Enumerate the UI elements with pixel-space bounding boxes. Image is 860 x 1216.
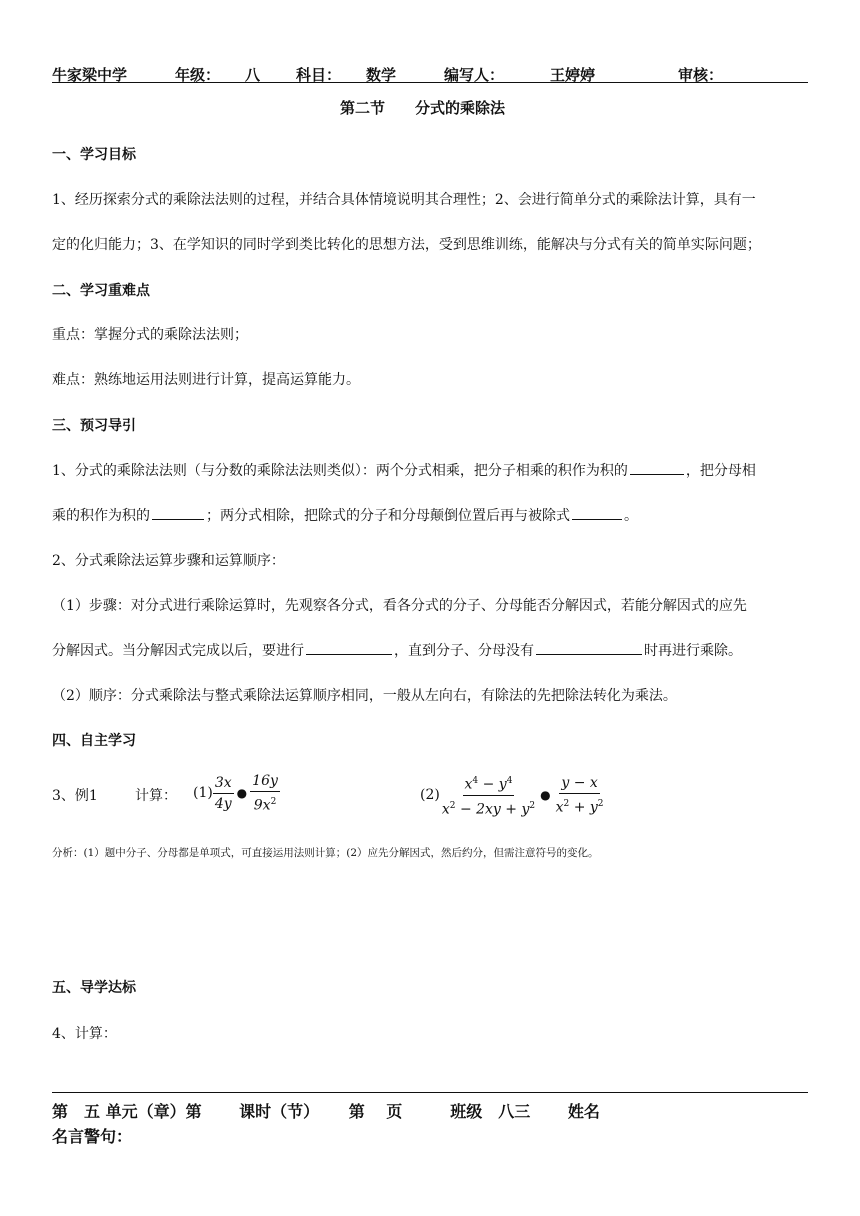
header-grade-label: 年级： xyxy=(175,66,221,84)
fraction-denominator xyxy=(252,792,279,815)
exponent: 2 xyxy=(597,798,604,809)
section-heading-selfstudy: 四、自主学习 xyxy=(52,733,136,749)
steps-text-line2 xyxy=(52,640,742,660)
fraction-numerator: 16y xyxy=(250,772,280,792)
fill-blank-3[interactable] xyxy=(572,505,622,520)
analysis-note: 分析：(1）题中分子、分母都是单项式，可直接运用法则计算；(2）应先分解因式，然后约分，但需注意符号的变化。 xyxy=(52,847,599,859)
header-grade: 八 xyxy=(245,66,261,84)
term: x xyxy=(464,776,473,793)
fraction-3x-over-4y xyxy=(213,774,234,813)
fill-blank-4[interactable] xyxy=(306,640,392,655)
math-expression-2 xyxy=(420,772,606,818)
footer-motto: 名言警句： xyxy=(52,1127,133,1146)
exponent: 2 xyxy=(529,800,536,811)
goals-text-line1: 1、经历探索分式的乘除法法则的过程，并结合具体情境说明其合理性；2、会进行简单分式的乘除法计算，具有一 xyxy=(52,192,756,208)
goals-text-line2: 定的化归能力；3、在学知识的同时学到类比转化的思想方法，受到思维训练，能解决与分式有关的简单实际问题； xyxy=(52,237,761,253)
section-heading-practice: 五、导学达标 xyxy=(52,980,136,996)
example-label: 3、例1 xyxy=(52,788,98,804)
term: + y xyxy=(573,799,598,816)
header-review-label: 审核： xyxy=(678,66,724,84)
key-point-text: 重点：掌握分式的乘除法法则； xyxy=(52,327,248,343)
rule-text-line1 xyxy=(52,460,756,480)
term: x xyxy=(555,799,564,816)
steps-text-c: ，直到分子、分母没有 xyxy=(394,643,534,659)
header-subject-label: 科目： xyxy=(296,66,342,84)
fraction-numerator xyxy=(463,772,515,796)
rule-text-e: 。 xyxy=(624,508,638,524)
fill-blank-2[interactable] xyxy=(152,505,204,520)
steps-text-line1: （1）步骤：对分式进行乘除运算时，先观察各分式，看各分式的分子、分母能否分解因式，若能分解因式的应先 xyxy=(52,598,747,614)
math-expression-1 xyxy=(193,772,280,815)
footer-info-line: 第 五 单元（章）第 课时（节） 第 页 班级 八三 姓名 xyxy=(52,1102,600,1121)
fraction-16y-over-9x2 xyxy=(250,772,280,815)
rule-text-d: ；两分式相除，把除式的分子和分母颠倒位置后再与被除式 xyxy=(206,508,570,524)
expr2-index: (2) xyxy=(420,787,440,804)
fraction-denominator: 4y xyxy=(214,795,232,812)
exponent: 2 xyxy=(563,798,570,809)
expr1-index: (1) xyxy=(193,785,213,802)
header-author: 王婷婷 xyxy=(550,66,596,84)
section-heading-keypoints: 二、学习重难点 xyxy=(52,283,150,299)
exponent: 4 xyxy=(506,776,513,786)
steps-intro: 2、分式乘除法运算步骤和运算顺序： xyxy=(52,553,285,569)
exponent: 2 xyxy=(449,800,456,811)
header-rule xyxy=(52,82,808,83)
fraction-x4-y4-over-trinomial xyxy=(440,772,537,818)
section-heading-preview: 三、预习导引 xyxy=(52,418,136,434)
fill-blank-5[interactable] xyxy=(536,640,642,655)
fraction-denominator xyxy=(440,796,537,819)
fraction-y-x-over-sum-squares xyxy=(554,774,606,817)
multiply-dot: ● xyxy=(540,788,551,803)
fraction-denominator xyxy=(554,794,606,817)
term: − y xyxy=(482,776,507,793)
footer-rule xyxy=(52,1092,808,1093)
header-school: 牛家梁中学 xyxy=(52,66,128,84)
term: x xyxy=(441,801,450,818)
exponent: 4 xyxy=(472,776,479,786)
rule-text-a: 1、分式的乘除法法则（与分数的乘除法法则类似）：两个分式相乘，把分子相乘的积作为积的 xyxy=(52,463,628,479)
fraction-numerator: y − x xyxy=(559,774,599,794)
rule-text-c: 乘的积作为积的 xyxy=(52,508,150,524)
page-title: 第二节 分式的乘除法 xyxy=(340,99,506,117)
practice-item: 4、计算： xyxy=(52,1026,117,1042)
exponent: 2 xyxy=(270,797,277,807)
fill-blank-1[interactable] xyxy=(630,460,684,475)
example-calc-label: 计算： xyxy=(135,788,177,804)
term: − 2xy + y xyxy=(459,801,530,818)
steps-text-d: 时再进行乘除。 xyxy=(644,643,742,659)
header-author-label: 编写人： xyxy=(444,66,505,84)
multiply-dot: ● xyxy=(236,786,248,801)
den-base: 9x xyxy=(253,797,271,814)
rule-text-line2 xyxy=(52,505,638,525)
hard-point-text: 难点：熟练地运用法则进行计算，提高运算能力。 xyxy=(52,372,360,388)
section-heading-goals: 一、学习目标 xyxy=(52,147,136,163)
order-text: （2）顺序：分式乘除法与整式乘除法运算顺序相同，一般从左向右，有除法的先把除法转化为乘法。 xyxy=(52,688,677,704)
header-subject: 数学 xyxy=(366,66,397,84)
fraction-numerator: 3x xyxy=(213,774,234,794)
rule-text-b: ，把分母相 xyxy=(685,463,756,479)
steps-text-b: 分解因式。当分解因式完成以后，要进行 xyxy=(52,643,304,659)
